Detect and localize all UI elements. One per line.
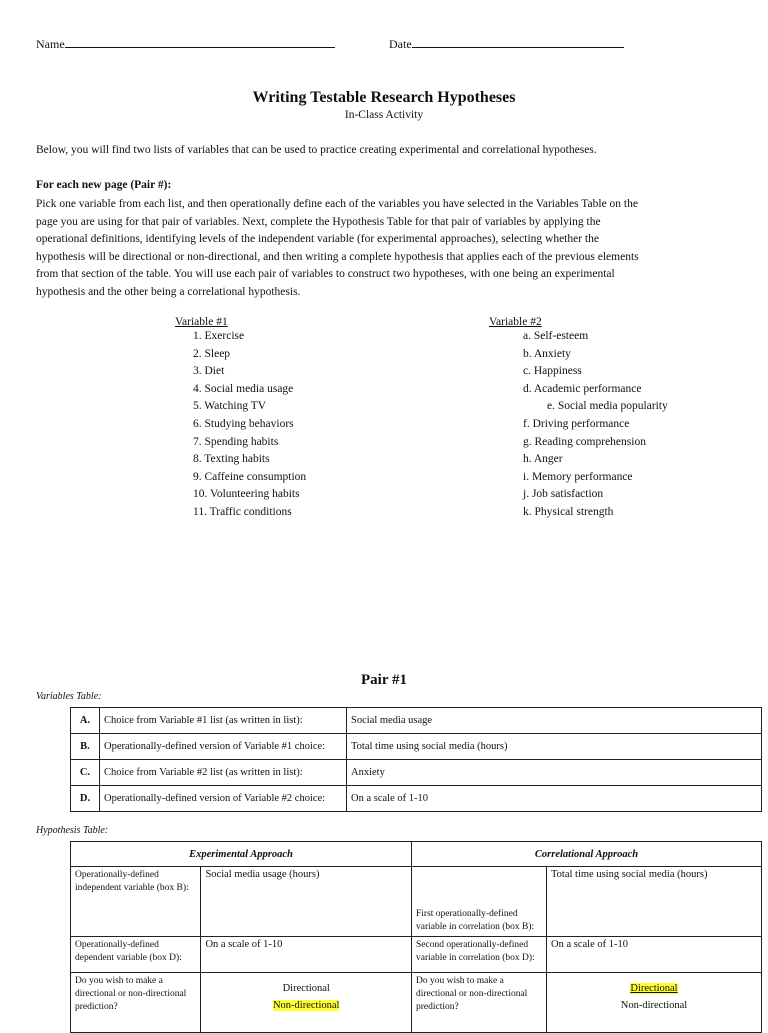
- variables-table: [70, 707, 762, 812]
- hypothesis-table: [70, 841, 762, 1033]
- cor-nondirectional-option[interactable]: Non-directional: [620, 1000, 688, 1011]
- variable1-list: [193, 328, 306, 522]
- table-row: [71, 786, 762, 812]
- exp-dv-value[interactable]: On a scale of 1-10: [201, 937, 412, 973]
- list-item: j. Job satisfaction: [523, 488, 604, 501]
- date-line: [412, 36, 624, 48]
- row-value[interactable]: Anxiety: [347, 760, 762, 786]
- exp-iv-label: Operationally-defined independent variable (box B):: [71, 867, 201, 937]
- instructions-heading: For each new page (Pair #):: [36, 179, 172, 191]
- exp-nondirectional-option[interactable]: Non-directional: [272, 1000, 340, 1011]
- list-item: h. Anger: [523, 453, 563, 466]
- instructions-line: Pick one variable from each list, and then operationally define each of the variables you have selected in the Variables Table on the: [36, 198, 638, 210]
- variable2-heading: Variable #2: [489, 316, 542, 328]
- list-item: 11. Traffic conditions: [193, 505, 292, 518]
- row-value[interactable]: Total time using social media (hours): [347, 734, 762, 760]
- row-letter: C.: [71, 760, 100, 786]
- instructions-line: page you are using for that pair of variables. Next, complete the Hypothesis Table for that pair of variables by applying the: [36, 215, 601, 228]
- list-item: 6. Studying behaviors: [193, 417, 294, 430]
- row-letter: D.: [71, 786, 100, 812]
- row-value[interactable]: Social media usage: [347, 708, 762, 734]
- exp-directional-option[interactable]: Directional: [282, 983, 330, 994]
- correlational-header: Correlational Approach: [412, 842, 762, 867]
- row-label: Choice from Variable #2 list (as written in list):: [100, 760, 347, 786]
- instructions-paragraph: [36, 196, 726, 302]
- instructions-line: operational definitions, identifying levels of the independent variable (for experimental approaches), selecting whether the: [36, 233, 599, 246]
- page-title: Writing Testable Research Hypotheses: [252, 89, 516, 106]
- variable1-section: [175, 316, 306, 522]
- list-item: i. Memory performance: [523, 470, 633, 483]
- list-item: 8. Texting habits: [193, 453, 270, 466]
- row-value[interactable]: On a scale of 1-10: [347, 786, 762, 812]
- instructions-line: hypothesis and the other being a correlational hypothesis.: [36, 285, 301, 298]
- name-label: Name: [36, 37, 65, 51]
- cor-var2-label: Second operationally-defined variable in correlation (box D):: [412, 937, 547, 973]
- list-item: b. Anxiety: [523, 347, 571, 360]
- name-field[interactable]: [36, 36, 335, 52]
- exp-dv-label: Operationally-defined dependent variable (box D):: [71, 937, 201, 973]
- list-item: c. Happiness: [523, 365, 582, 378]
- page-subtitle: In-Class Activity: [344, 109, 424, 121]
- list-item: k. Physical strength: [523, 505, 614, 518]
- variable1-heading: Variable #1: [175, 316, 228, 328]
- cor-var2-value[interactable]: On a scale of 1-10: [547, 937, 762, 973]
- table-row: [71, 760, 762, 786]
- instructions-line: hypothesis will be directional or non-directional, and then writing a complete hypothesis that applies each of the previous elements: [36, 250, 639, 263]
- cor-var1-label: First operationally-defined variable in correlation (box B):: [412, 867, 547, 937]
- date-label: Date: [389, 37, 412, 51]
- experimental-header: Experimental Approach: [71, 842, 412, 867]
- instructions-line: from that section of the table. You will use each pair of variables to construct two hypotheses, with one being an experimental: [36, 268, 615, 281]
- date-field[interactable]: [389, 36, 624, 52]
- list-item: d. Academic performance: [523, 382, 642, 395]
- list-item: 3. Diet: [193, 365, 225, 378]
- exp-iv-value[interactable]: Social media usage (hours): [201, 867, 412, 937]
- exp-direction-label: Do you wish to make a directional or non-directional prediction?: [71, 973, 201, 1033]
- table-row: [71, 867, 762, 937]
- list-item: 2. Sleep: [193, 347, 231, 360]
- cor-direction-label: Do you wish to make a directional or non-directional prediction?: [412, 973, 547, 1033]
- variables-table-caption: Variables Table:: [36, 691, 102, 702]
- list-item: a. Self-esteem: [523, 330, 589, 342]
- table-row: [71, 734, 762, 760]
- list-item: 9. Caffeine consumption: [193, 470, 307, 483]
- name-line: [65, 36, 335, 48]
- table-row: [71, 708, 762, 734]
- row-label: Operationally-defined version of Variable #1 choice:: [100, 734, 347, 760]
- list-item: 7. Spending habits: [193, 435, 279, 448]
- table-row: [71, 842, 762, 867]
- cor-var1-value[interactable]: Total time using social media (hours): [547, 867, 762, 937]
- list-item: 10. Volunteering habits: [193, 488, 300, 501]
- cor-directional-option[interactable]: Directional: [630, 983, 678, 994]
- hypothesis-table-caption: Hypothesis Table:: [36, 825, 109, 836]
- row-label: Operationally-defined version of Variable #2 choice:: [100, 786, 347, 812]
- list-item: g. Reading comprehension: [523, 435, 646, 448]
- variable2-section: [489, 316, 668, 522]
- intro-text: Below, you will find two lists of variables that can be used to practice creating experimental and correlational hypotheses.: [36, 144, 597, 156]
- pair-title: Pair #1: [361, 672, 407, 688]
- variable2-list: [523, 328, 668, 522]
- row-letter: A.: [71, 708, 100, 734]
- row-label: Choice from Variable #1 list (as written in list):: [100, 708, 347, 734]
- list-item: 5. Watching TV: [193, 400, 267, 413]
- list-item: 1. Exercise: [193, 330, 245, 342]
- row-letter: B.: [71, 734, 100, 760]
- list-item: e. Social media popularity: [547, 400, 668, 413]
- table-row: [71, 937, 762, 973]
- list-item: 4. Social media usage: [193, 382, 294, 395]
- list-item: f. Driving performance: [523, 417, 630, 430]
